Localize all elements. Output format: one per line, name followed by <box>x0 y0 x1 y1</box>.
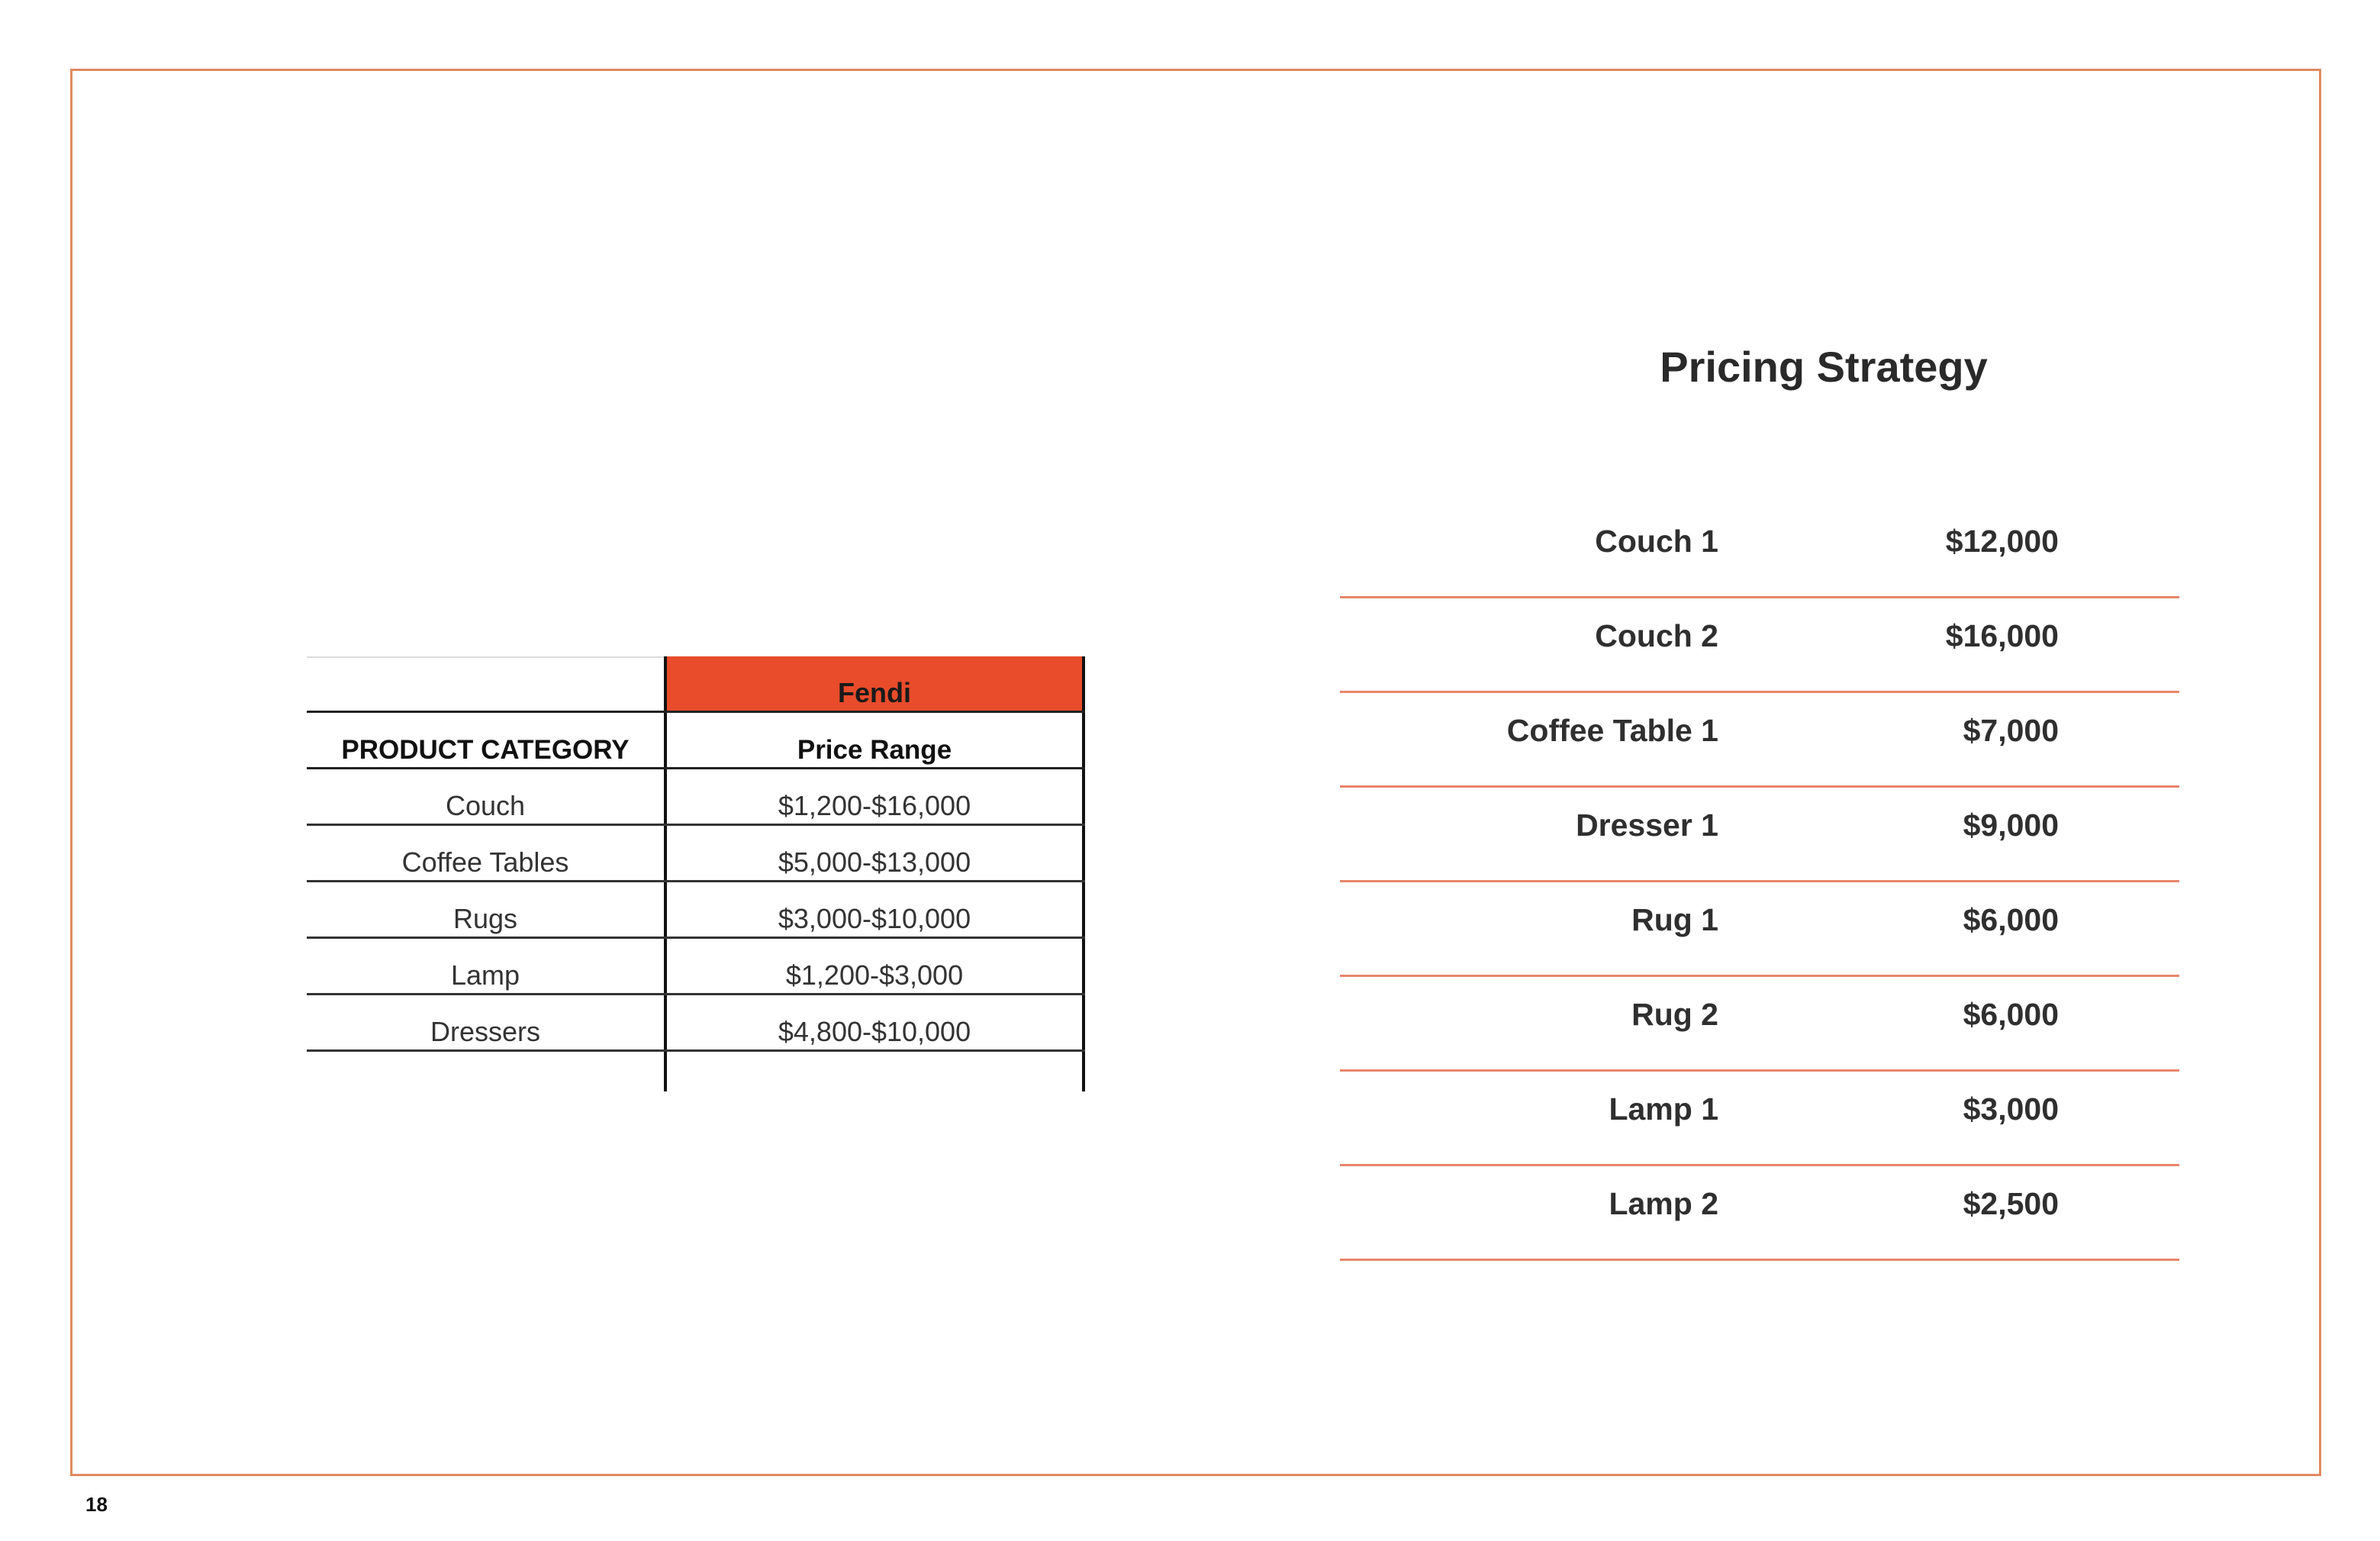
table-empty-cell <box>664 1052 1085 1091</box>
category-cell: Coffee Tables <box>401 846 569 878</box>
list-item <box>1340 1072 2179 1166</box>
price-range-cell: $5,000-$13,000 <box>664 826 1085 880</box>
column-header-category: PRODUCT CATEGORY <box>341 735 630 765</box>
category-cell: Lamp <box>450 959 520 991</box>
price-range-cell: $1,200-$3,000 <box>664 939 1085 993</box>
page-number: 18 <box>85 1493 108 1516</box>
price-range-cell: $1,200-$16,000 <box>664 769 1085 824</box>
item-price: $16,000 <box>1945 618 2059 653</box>
item-name: Coffee Table 1 <box>1506 713 1718 748</box>
table-row <box>307 769 1085 826</box>
pricing-strategy-list <box>1340 504 2179 1261</box>
item-price: $3,000 <box>1963 1091 2059 1127</box>
pricing-strategy-title: Pricing Strategy <box>1660 343 1988 391</box>
item-name: Dresser 1 <box>1576 808 1718 843</box>
item-price: $9,000 <box>1963 808 2059 843</box>
table-header-row <box>307 713 1085 769</box>
category-cell: Couch <box>445 790 526 821</box>
item-name: Lamp 2 <box>1609 1186 1718 1221</box>
list-item <box>1340 693 2179 788</box>
list-item <box>1340 788 2179 882</box>
table-row <box>307 882 1085 939</box>
category-cell: Rugs <box>452 903 518 934</box>
list-item <box>1340 977 2179 1072</box>
table-row <box>307 939 1085 995</box>
item-price: $7,000 <box>1963 713 2059 748</box>
table-empty-row <box>307 1052 1085 1091</box>
table-row <box>307 826 1085 882</box>
table-empty-cell <box>307 656 664 711</box>
list-item <box>1340 598 2179 693</box>
category-cell: Dressers <box>430 1016 541 1047</box>
column-header-price: Price Range <box>664 713 1085 767</box>
item-price: $6,000 <box>1963 997 2059 1032</box>
list-item <box>1340 1166 2179 1261</box>
table-row <box>307 995 1085 1052</box>
item-name: Couch 1 <box>1595 524 1718 559</box>
item-price: $12,000 <box>1945 524 2059 559</box>
item-price: $2,500 <box>1963 1186 2059 1221</box>
brand-header: Fendi <box>664 656 1085 711</box>
price-range-cell: $3,000-$10,000 <box>664 882 1085 937</box>
list-item <box>1340 882 2179 977</box>
item-name: Couch 2 <box>1595 618 1718 653</box>
price-range-cell: $4,800-$10,000 <box>664 995 1085 1049</box>
item-name: Rug 2 <box>1631 997 1718 1032</box>
item-name: Rug 1 <box>1631 902 1718 937</box>
item-price: $6,000 <box>1963 902 2059 937</box>
item-name: Lamp 1 <box>1609 1091 1718 1127</box>
list-item <box>1340 504 2179 598</box>
table-brand-row <box>307 656 1085 713</box>
price-comparison-table <box>307 656 1085 1091</box>
table-empty-cell <box>307 1052 664 1091</box>
